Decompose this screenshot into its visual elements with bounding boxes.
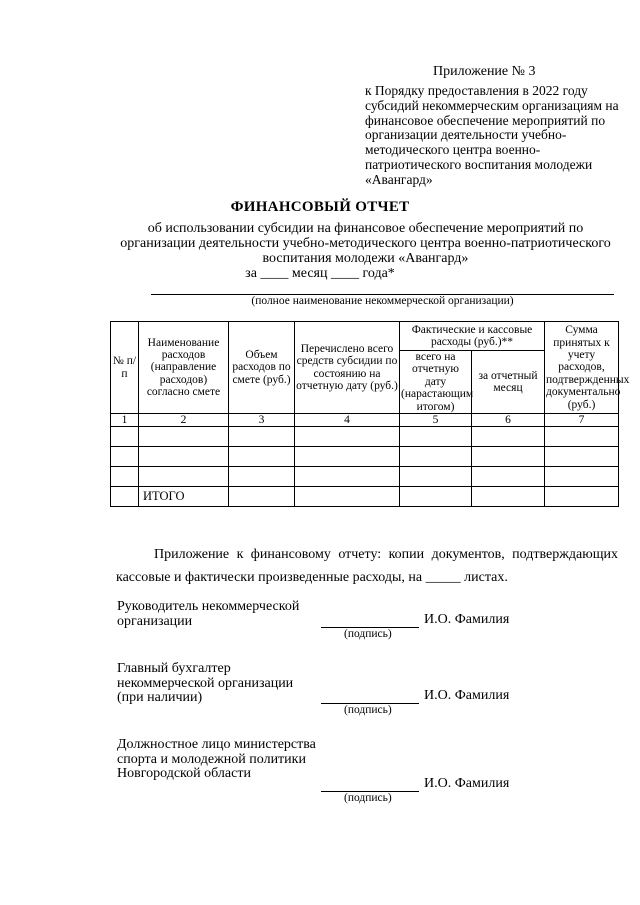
header-budget: Объем расходов по смете (руб.)	[229, 322, 295, 414]
appendix-title: Приложение № 3	[433, 64, 536, 79]
signature-caption: (подпись)	[344, 792, 392, 804]
column-number: 1	[111, 414, 139, 427]
appendix-note: Приложение к финансовому отчету: копии документов, подтверждающих кассовые и фактически произведенные расходы, на _____ листах.	[116, 547, 618, 585]
header-accepted: Сумма принятых к учету расходов, подтвержденных документально (руб.)	[545, 322, 619, 414]
signature-caption: (подпись)	[344, 628, 392, 640]
report-title: ФИНАНСОВЫЙ ОТЧЕТ	[230, 199, 410, 215]
signature-name: И.О. Фамилия	[424, 612, 510, 627]
column-number: 6	[472, 414, 545, 427]
org-name-caption: (полное наименование некоммерческой организации)	[251, 295, 514, 307]
table-row	[111, 427, 619, 447]
signature-caption: (подпись)	[344, 704, 392, 716]
column-number: 4	[295, 414, 400, 427]
header-actual-total: всего на отчетную дату (нарастающим итогом)	[401, 351, 474, 413]
header-actual-group: Фактические и кассовые расходы (руб.)**	[400, 322, 545, 351]
column-number: 2	[139, 414, 229, 427]
signature-role: Главный бухгалтер некоммерческой организации (при наличии)	[117, 661, 294, 706]
financial-report-table	[110, 321, 630, 507]
signature-role: Руководитель некоммерческой организации	[117, 599, 300, 629]
column-number: 7	[545, 414, 619, 427]
signature-name: И.О. Фамилия	[424, 688, 510, 703]
table-row	[111, 467, 619, 487]
report-period: за ____ месяц ____ года*	[245, 266, 395, 281]
header-actual-month: за отчетный месяц	[472, 351, 545, 414]
total-row	[111, 487, 619, 507]
total-label: ИТОГО	[139, 487, 229, 507]
table-row	[111, 447, 619, 467]
appendix-reference: к Порядку предоставления в 2022 году субсидий некоммерческим организациям на финансовое обеспечение мероприятий по организации деятельности учебно-методического центра военно-патриотического воспитания молодежи «Авангард»	[365, 83, 619, 187]
header-num: № п/п	[111, 322, 139, 414]
signature-role: Должностное лицо министерства спорта и молодежной политики Новгородской области	[117, 737, 316, 782]
column-number: 3	[229, 414, 295, 427]
signature-name: И.О. Фамилия	[424, 776, 510, 791]
column-number: 5	[400, 414, 472, 427]
header-transferred: Перечислено всего средств субсидии по состоянию на отчетную дату (руб.)	[295, 322, 400, 414]
report-subtitle: об использовании субсидии на финансовое обеспечение мероприятий по организации деятельности учебно-методического центра военно-патриотического воспитания молодежи «Авангард»	[120, 221, 611, 267]
header-expense-name: Наименование расходов (направление расходов) согласно смете	[139, 322, 229, 414]
